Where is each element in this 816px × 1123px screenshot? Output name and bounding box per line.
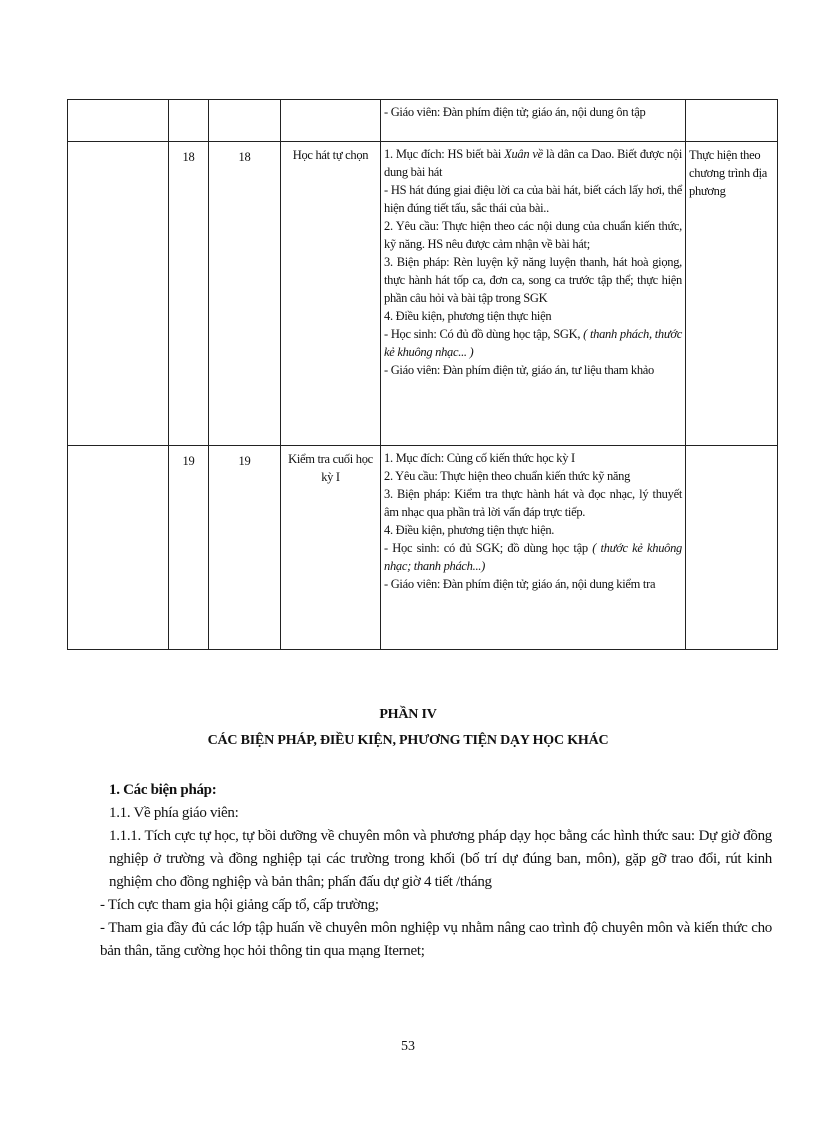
content-line: 2. Yêu cầu: Thực hiện theo chuẩn kiến thức kỹ năng [384, 469, 631, 483]
table-cell-content [381, 446, 686, 650]
section-body [100, 779, 772, 963]
page-number: 53 [401, 1039, 415, 1054]
content-line: 4. Điều kiện, phương tiện thực hiện [384, 309, 552, 323]
content-line [384, 539, 682, 575]
table-cell-note [686, 100, 778, 142]
content-line: 2. Yêu cầu: Thực hiện theo các nội dung của chuẩn kiến thức, kỹ năng. HS nêu được cảm nhận về bài hát; [384, 219, 682, 251]
table-row [68, 100, 778, 142]
content-line: 3. Biện pháp: Rèn luyện kỹ năng luyện thanh, hát hoà giọng, thực hành hát tốp ca, đơn ca, song ca trước tập thể; thực hiện phần câu hỏi và bài tập trong SGK [384, 255, 682, 305]
table-row [68, 446, 778, 650]
content-line [384, 145, 682, 181]
text-run: - Học sinh: Có đủ đồ dùng học tập, SGK, [384, 327, 584, 341]
song-title: Xuân về [504, 147, 543, 161]
table-cell-note: Thực hiện theo chương trình địa phương [686, 142, 778, 446]
content-line [384, 325, 682, 361]
table-cell-empty [209, 100, 281, 142]
table-cell-empty [68, 142, 169, 446]
content-line: - Giáo viên: Đàn phím điện tử; giáo án, nội dung kiểm tra [384, 577, 656, 591]
sub-heading: 1.1. Về phía giáo viên: [109, 805, 239, 821]
section-heading: 1. Các biện pháp: [109, 782, 217, 798]
content-line: 3. Biện pháp: Kiểm tra thực hành hát và đọc nhạc, lý thuyết âm nhạc qua phần trả lời vấn đáp trực tiếp. [384, 487, 682, 519]
table-cell-empty [68, 100, 169, 142]
part-subtitle: CÁC BIỆN PHÁP, ĐIỀU KIỆN, PHƯƠNG TIỆN DẠY HỌC KHÁC [207, 733, 609, 748]
week-number: 19 [169, 446, 209, 650]
table-cell-note [686, 446, 778, 650]
table-cell-empty [68, 446, 169, 650]
paragraph: - Tích cực tham gia hội giảng cấp tổ, cấp trường; [100, 897, 379, 913]
table-cell-empty [281, 100, 381, 142]
lesson-name: Kiểm tra cuối học kỳ I [281, 446, 381, 650]
content-line: - HS hát đúng giai điệu lời ca của bài hát, biết cách lấy hơi, thể hiện đúng tiết tấu, sắc thái của bài.. [384, 183, 682, 215]
content-line: - Giáo viên: Đàn phím điện tử; giáo án, nội dung ôn tập [384, 105, 646, 119]
table-cell-content [381, 142, 686, 446]
table-cell-content [381, 100, 686, 142]
table-row [68, 142, 778, 446]
paragraph: - Tham gia đầy đủ các lớp tập huấn về chuyên môn nghiệp vụ nhằm nâng cao trình độ chuyên môn và kiến thức cho bản thân, tăng cường học hỏi thông tin qua mạng Iternet; [100, 920, 772, 959]
period-number: 19 [209, 446, 281, 650]
content-line: 4. Điều kiện, phương tiện thực hiện. [384, 523, 555, 537]
content-line: - Giáo viên: Đàn phím điện tử, giáo án, tư liệu tham khảo [384, 363, 654, 377]
text-run: - Học sinh: có đủ SGK; đồ dùng học tập [384, 541, 593, 555]
lesson-plan-table [67, 99, 778, 650]
lesson-name: Học hát tự chọn [281, 142, 381, 446]
table-cell-empty [169, 100, 209, 142]
text-run-italic: ( thanh phách, thước kẻ khuông nhạc... ) [384, 327, 682, 359]
text-run-italic: ( thước kẻ khuông nhạc; thanh phách...) [384, 541, 682, 573]
text-run: là dân ca Dao. Biết được nội dung bài hát [384, 147, 683, 179]
period-number: 18 [209, 142, 281, 446]
week-number: 18 [169, 142, 209, 446]
text-run: 1. Mục đích: HS biết bài [384, 147, 505, 161]
content-line: 1. Mục đích: Củng cố kiến thức học kỳ I [384, 451, 575, 465]
part-title: PHẦN IV [379, 707, 437, 722]
paragraph: 1.1.1. Tích cực tự học, tự bồi dưỡng về chuyên môn và phương pháp dạy học bằng các hình thức sau: Dự giờ đồng nghiệp ở trường và đồng nghiệp tại các trường trong khối (bố trí dự đúng ban, môn), gặp gỡ trao đổi, rút kinh nghiệm cho đồng nghiệp và bản thân; phấn đấu dự giờ 4 tiết /tháng [109, 828, 772, 890]
